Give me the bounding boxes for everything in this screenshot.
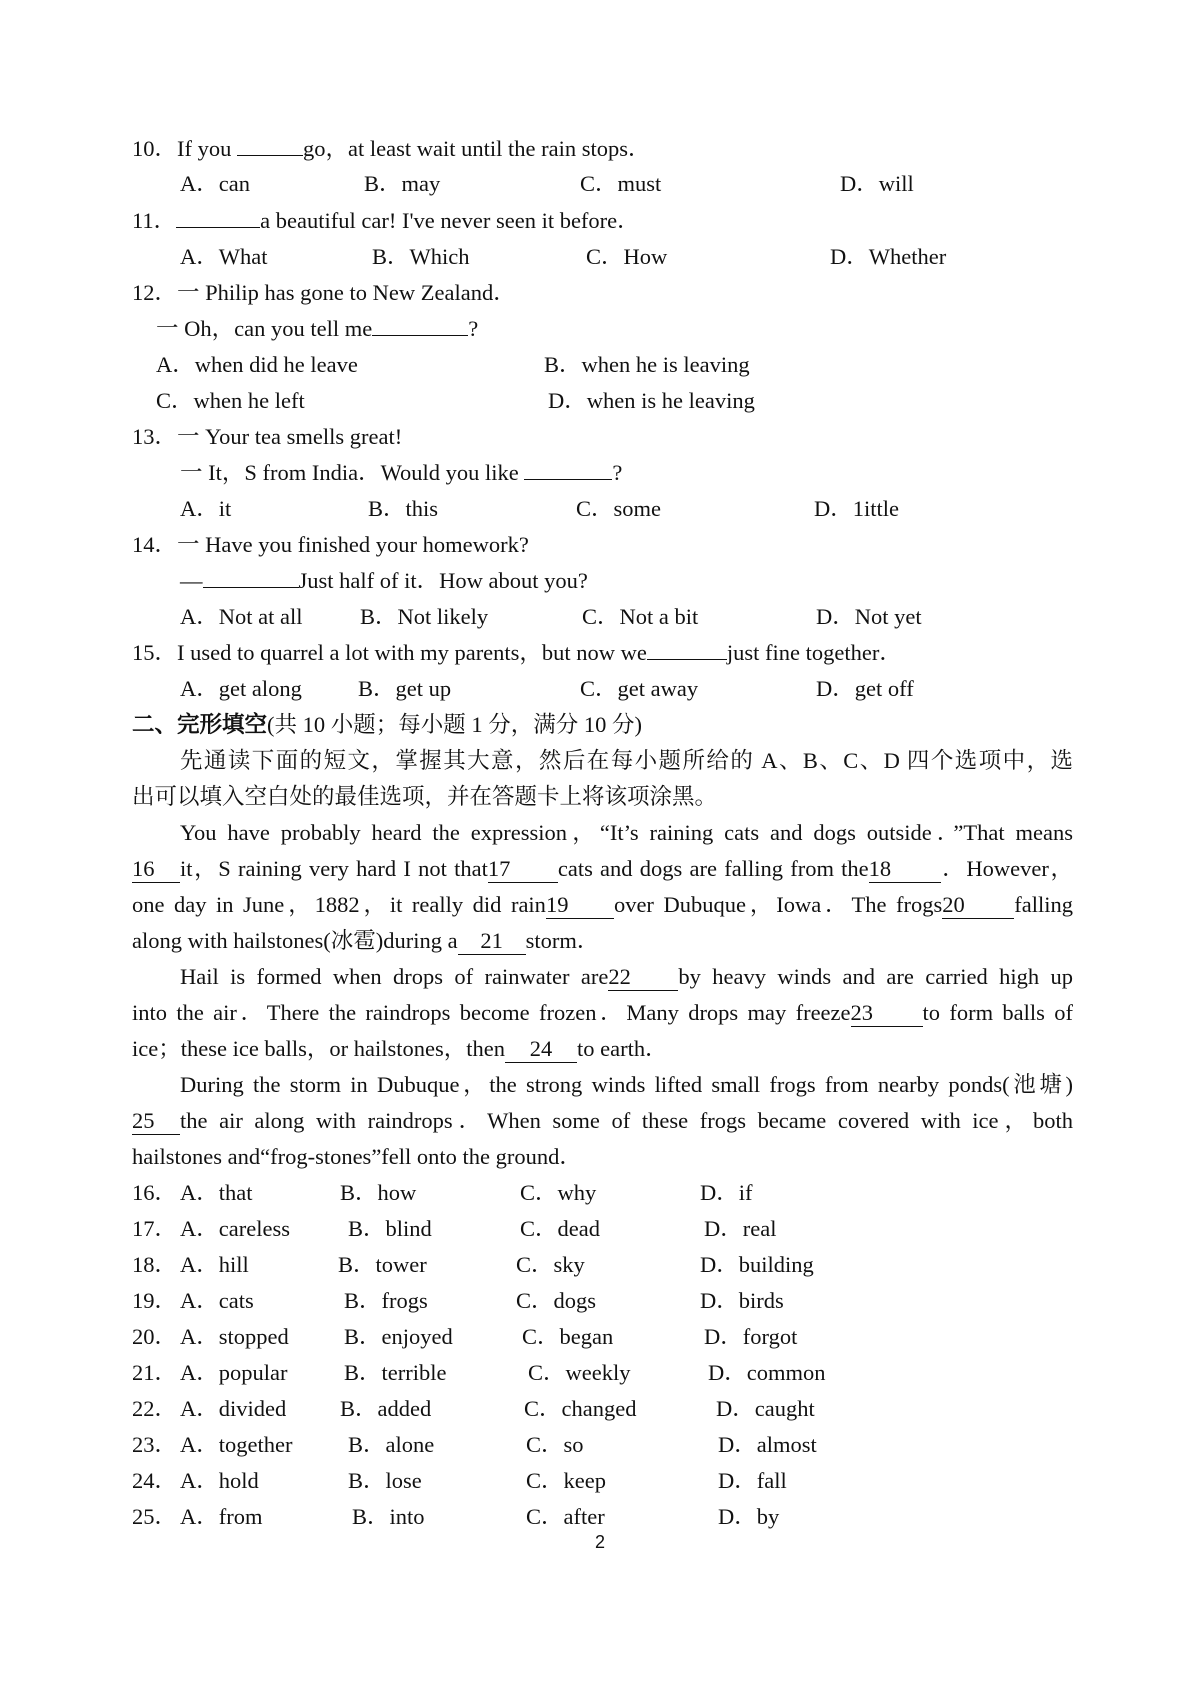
passage-text: by heavy winds and are carried high up — [678, 964, 1073, 989]
cloze-number: 18． — [132, 1252, 178, 1277]
option-c: C．Not a bit — [582, 604, 699, 629]
option-b: B．when he is leaving — [544, 352, 750, 377]
dialogue-line-2 — [180, 563, 588, 599]
dialogue-text-end: ? — [612, 460, 623, 485]
answer-blank — [237, 135, 303, 156]
option-d: D．fall — [718, 1468, 787, 1493]
question-number: 13． — [132, 424, 178, 449]
cloze-number: 25． — [132, 1504, 178, 1529]
passage-text: ice；these ice balls，or hailstones，then — [132, 1036, 506, 1061]
option-a: A．hold — [180, 1468, 259, 1493]
answer-blank — [176, 207, 260, 228]
option-b: B．Not likely — [360, 604, 489, 629]
cloze-number: 21． — [132, 1360, 178, 1385]
question-11 — [132, 203, 640, 239]
option-b: B．blind — [348, 1216, 432, 1241]
option-d: D．if — [700, 1180, 753, 1205]
option-d: D．caught — [716, 1396, 815, 1421]
question-14 — [132, 527, 529, 563]
option-d: D．1ittle — [814, 496, 899, 521]
passage-text: into the air．There the raindrops become frozen．Many drops may freeze — [132, 1000, 851, 1025]
option-d: D．Whether — [830, 244, 947, 269]
question-number: 11． — [132, 208, 177, 233]
option-a: A．What — [180, 244, 268, 269]
dialogue-text: 一 It，S from India．Would you like — [180, 460, 525, 485]
option-a: A．can — [180, 171, 250, 196]
option-b: B．get up — [358, 676, 452, 701]
passage-line — [132, 887, 1073, 923]
passage-line: hailstones and“frog-stones”fell onto the ground． — [132, 1144, 582, 1169]
passage-text: falling — [1014, 892, 1073, 917]
passage-text: one day in June，1882，it really did rain — [132, 892, 546, 917]
option-c: C．why — [520, 1180, 597, 1205]
cloze-number: 17． — [132, 1216, 178, 1241]
option-c: C．some — [576, 496, 662, 521]
cloze-number: 20． — [132, 1324, 178, 1349]
passage-text: to earth． — [577, 1036, 668, 1061]
option-c: C．after — [526, 1504, 605, 1529]
option-a: A．it — [180, 496, 232, 521]
passage-line — [132, 851, 1073, 887]
question-13 — [132, 419, 402, 455]
option-a: A．stopped — [180, 1324, 289, 1349]
question-number: 14． — [132, 532, 178, 557]
option-a: A．Not at all — [180, 604, 303, 629]
question-number: 12． — [132, 280, 178, 305]
option-d: D．get off — [816, 676, 914, 701]
question-stem-post: a beautiful car! I've never seen it before． — [260, 208, 640, 233]
instruction-line-2: 出可以填入空白处的最佳选项，并在答题卡上将该项涂黑。 — [132, 784, 718, 809]
blank-20: 20 — [942, 892, 1014, 919]
passage-text: it，S raining very hard I not that — [180, 856, 488, 881]
passage-text: along with hailstones(冰雹)during a — [132, 928, 458, 953]
blank-18: 18 — [869, 856, 941, 883]
blank-17: 17 — [488, 856, 558, 883]
option-b: B．lose — [348, 1468, 422, 1493]
option-d: D．real — [704, 1216, 777, 1241]
dialogue-line: 一 Your tea smells great! — [177, 424, 403, 449]
option-b: B．may — [364, 171, 441, 196]
dialogue-line-2 — [180, 455, 622, 491]
passage-text: cats and dogs are falling from the — [557, 856, 869, 881]
passage-line: During the storm in Dubuque，the strong winds lifted small frogs from nearby ponds(池塘) — [180, 1072, 1073, 1097]
cloze-number: 22． — [132, 1396, 178, 1421]
blank-23: 23 — [851, 1000, 923, 1027]
option-b: B．added — [340, 1396, 432, 1421]
blank-16: 16 — [132, 856, 180, 883]
option-d: D．when is he leaving — [548, 388, 755, 413]
question-number: 10． — [132, 136, 178, 161]
question-12 — [132, 275, 516, 311]
passage-line — [132, 923, 599, 959]
cloze-number: 16． — [132, 1180, 178, 1205]
blank-22: 22 — [608, 964, 678, 991]
option-b: B．terrible — [344, 1360, 447, 1385]
option-d: D．Not yet — [816, 604, 922, 629]
dialogue-text: — — [180, 568, 203, 593]
passage-line — [132, 995, 1073, 1031]
cloze-number: 19． — [132, 1288, 178, 1313]
option-c: C．changed — [524, 1396, 637, 1421]
passage-text: the air along with raindrops．When some of these frogs became covered with ice，both — [180, 1108, 1073, 1133]
option-a: A．get along — [180, 676, 302, 701]
blank-24: 24 — [505, 1036, 577, 1063]
passage-text: ．However， — [940, 856, 1073, 881]
section-title: 二、完形填空 — [132, 712, 268, 737]
option-a: A．divided — [180, 1396, 287, 1421]
passage-text: over Dubuque，Iowa．The frogs — [613, 892, 943, 917]
section-heading — [132, 707, 642, 743]
option-a: A．that — [180, 1180, 253, 1205]
option-c: C．must — [580, 171, 662, 196]
option-b: B．this — [368, 496, 439, 521]
option-b: B．alone — [348, 1432, 435, 1457]
instruction-line-1: 先通读下面的短文，掌握其大意，然后在每小题所给的 A、B、C、D 四个选项中，选 — [180, 748, 1073, 773]
option-a: A．hill — [180, 1252, 249, 1277]
dialogue-line: 一 Philip has gone to New Zealand． — [177, 280, 516, 305]
question-number: 15． — [132, 640, 178, 665]
cloze-number: 23． — [132, 1432, 178, 1457]
question-10 — [132, 131, 650, 167]
passage-line — [180, 959, 1073, 995]
option-c: C．dead — [520, 1216, 600, 1241]
question-stem-pre: I used to quarrel a lot with my parents，but now we — [177, 640, 647, 665]
option-a: A．when did he leave — [156, 352, 358, 377]
option-d: D．will — [840, 171, 914, 196]
option-a: A．popular — [180, 1360, 288, 1385]
dialogue-line-2 — [156, 311, 478, 347]
option-c: C．so — [526, 1432, 584, 1457]
passage-text: Hail is formed when drops of rainwater are — [180, 964, 609, 989]
question-stem-post: just fine together． — [726, 640, 902, 665]
option-c: C．began — [522, 1324, 614, 1349]
passage-text: to form balls of — [922, 1000, 1073, 1025]
option-a: A．careless — [180, 1216, 290, 1241]
option-c: C．get away — [580, 676, 699, 701]
option-a: A．cats — [180, 1288, 254, 1313]
option-c: C．keep — [526, 1468, 606, 1493]
option-c: C．sky — [516, 1252, 585, 1277]
blank-25: 25 — [132, 1108, 180, 1135]
question-stem-post: go，at least wait until the rain stops． — [303, 136, 651, 161]
option-b: B．into — [352, 1504, 425, 1529]
option-d: D．forgot — [704, 1324, 798, 1349]
passage-line — [132, 1031, 668, 1067]
blank-21: 21 — [458, 928, 526, 955]
answer-blank — [203, 567, 299, 588]
blank-19: 19 — [546, 892, 614, 919]
option-c: C．How — [586, 244, 668, 269]
section-scoring: (共 10 小题；每小题 1 分，满分 10 分) — [267, 712, 643, 737]
option-b: B．frogs — [344, 1288, 428, 1313]
option-d: D．common — [708, 1360, 826, 1385]
option-b: B．how — [340, 1180, 417, 1205]
passage-line — [132, 1103, 1073, 1139]
option-d: D．by — [718, 1504, 780, 1529]
answer-blank — [524, 459, 612, 480]
option-c: C．dogs — [516, 1288, 597, 1313]
dialogue-text-end: Just half of it．How about you? — [298, 568, 588, 593]
page-number: 2 — [594, 1532, 605, 1552]
dialogue-text-end: ? — [468, 316, 479, 341]
option-b: B．enjoyed — [344, 1324, 453, 1349]
option-b: B．tower — [338, 1252, 427, 1277]
option-a: A．from — [180, 1504, 263, 1529]
question-stem-pre: If you — [177, 136, 238, 161]
dialogue-line: 一 Have you finished your homework? — [177, 532, 529, 557]
option-d: D．building — [700, 1252, 814, 1277]
answer-blank — [647, 639, 727, 660]
option-d: D．birds — [700, 1288, 784, 1313]
passage-line: You have probably heard the expression，“It’s raining cats and dogs outside．”That means — [180, 820, 1073, 845]
option-c: C．weekly — [528, 1360, 631, 1385]
answer-blank — [372, 315, 468, 336]
dialogue-text: 一 Oh，can you tell me — [156, 316, 373, 341]
option-c: C．when he left — [156, 388, 305, 413]
passage-text: storm． — [525, 928, 600, 953]
option-d: D．almost — [718, 1432, 817, 1457]
question-15 — [132, 635, 902, 671]
option-b: B．Which — [372, 244, 470, 269]
option-a: A．together — [180, 1432, 293, 1457]
cloze-number: 24． — [132, 1468, 178, 1493]
